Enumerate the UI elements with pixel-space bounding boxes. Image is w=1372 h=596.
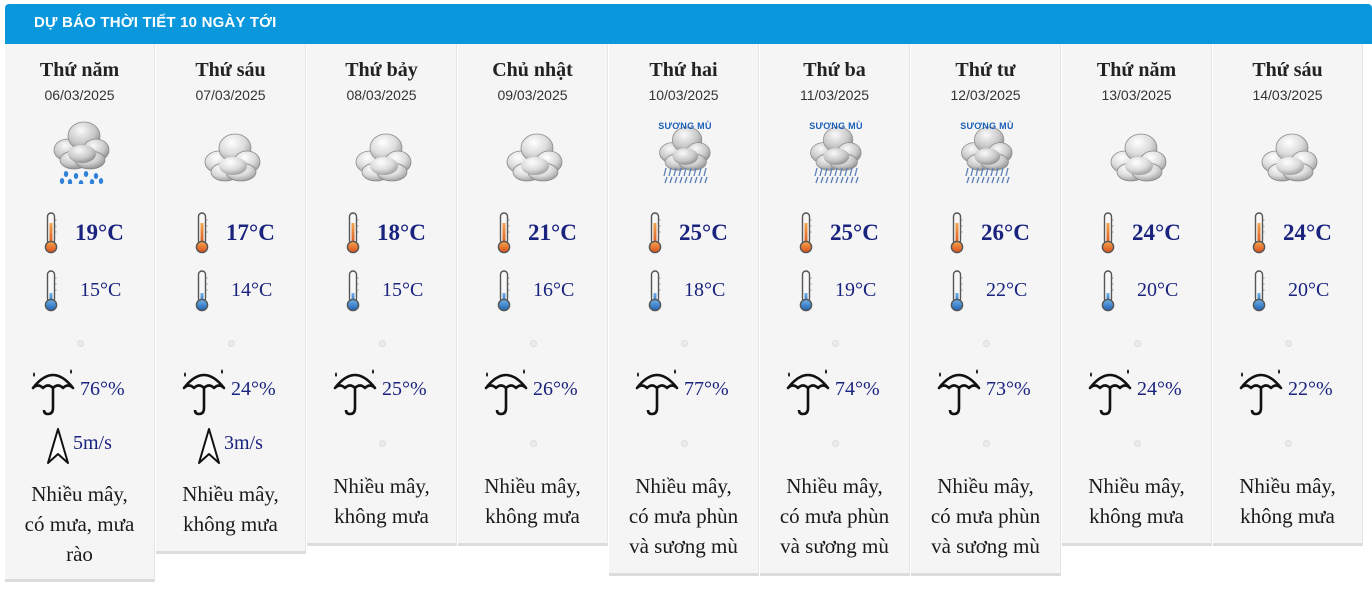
placeholder-dot bbox=[983, 340, 990, 347]
description-line: Nhiều mây, bbox=[484, 474, 581, 498]
day-name: Thứ hai bbox=[649, 59, 718, 81]
description-line: Nhiều mây, bbox=[786, 474, 883, 498]
thermometer-high-icon bbox=[194, 212, 210, 254]
placeholder-dot bbox=[1134, 440, 1141, 447]
description-line: không mưa bbox=[334, 504, 429, 528]
temp-max: 19°C bbox=[75, 220, 124, 245]
placeholder-dot bbox=[1134, 340, 1141, 347]
umbrella-icon bbox=[29, 364, 77, 416]
rain-probability: 26°% bbox=[533, 378, 578, 400]
temp-max: 21°C bbox=[528, 220, 577, 245]
placeholder-dot bbox=[379, 440, 386, 447]
description-line: Nhiều mây, bbox=[333, 474, 430, 498]
day-column bbox=[1062, 44, 1212, 546]
fog-label: SƯƠNG MÙ bbox=[658, 121, 712, 131]
placeholder-dot bbox=[1285, 440, 1292, 447]
thermometer-low-icon bbox=[647, 270, 663, 312]
thermometer-low-icon bbox=[798, 270, 814, 312]
placeholder-dot bbox=[379, 340, 386, 347]
temp-max: 18°C bbox=[377, 220, 426, 245]
day-date: 13/03/2025 bbox=[1101, 87, 1172, 103]
day-column bbox=[609, 44, 759, 576]
day-date: 09/03/2025 bbox=[497, 87, 568, 103]
temp-max: 24°C bbox=[1283, 220, 1332, 245]
placeholder-dot bbox=[228, 340, 235, 347]
description-line: và sương mù bbox=[629, 534, 738, 558]
rain-probability: 22°% bbox=[1288, 378, 1333, 400]
day-name: Thứ ba bbox=[803, 59, 866, 81]
rain-probability: 77°% bbox=[684, 378, 729, 400]
weather-description bbox=[1062, 471, 1211, 531]
thermometer-high-icon bbox=[949, 212, 965, 254]
description-line: và sương mù bbox=[931, 534, 1040, 558]
cloud-icon bbox=[501, 118, 565, 184]
day-date: 10/03/2025 bbox=[648, 87, 719, 103]
forecast-days bbox=[5, 44, 1372, 596]
temp-max: 25°C bbox=[679, 220, 728, 245]
umbrella-icon bbox=[935, 364, 983, 416]
thermometer-high-icon bbox=[496, 212, 512, 254]
weather-description bbox=[5, 479, 154, 569]
temp-max: 25°C bbox=[830, 220, 879, 245]
wind-arrow-icon bbox=[45, 427, 71, 467]
day-name: Thứ bảy bbox=[345, 59, 418, 81]
temp-min: 18°C bbox=[684, 279, 726, 301]
thermometer-low-icon bbox=[43, 270, 59, 312]
cloud-icon bbox=[350, 118, 414, 184]
day-name: Chủ nhật bbox=[492, 59, 573, 81]
day-column bbox=[5, 44, 155, 582]
description-line: không mưa bbox=[1089, 504, 1184, 528]
temp-min: 14°C bbox=[231, 279, 273, 301]
temp-min: 16°C bbox=[533, 279, 575, 301]
cloud-icon bbox=[1256, 118, 1320, 184]
day-column bbox=[156, 44, 306, 554]
thermometer-low-icon bbox=[1100, 270, 1116, 312]
cloud-icon bbox=[1105, 118, 1169, 184]
placeholder-dot bbox=[1285, 340, 1292, 347]
umbrella-icon bbox=[331, 364, 379, 416]
temp-min: 20°C bbox=[1288, 279, 1330, 301]
thermometer-high-icon bbox=[345, 212, 361, 254]
rain-probability: 24°% bbox=[1137, 378, 1182, 400]
rain-probability: 24°% bbox=[231, 378, 276, 400]
thermometer-low-icon bbox=[1251, 270, 1267, 312]
placeholder-dot bbox=[983, 440, 990, 447]
thermometer-high-icon bbox=[1100, 212, 1116, 254]
rain-probability: 73°% bbox=[986, 378, 1031, 400]
cloud-rain-icon bbox=[48, 118, 112, 184]
thermometer-high-icon bbox=[43, 212, 59, 254]
temp-max: 24°C bbox=[1132, 220, 1181, 245]
day-column bbox=[307, 44, 457, 546]
umbrella-icon bbox=[482, 364, 530, 416]
rain-probability: 25°% bbox=[382, 378, 427, 400]
description-line: không mưa bbox=[183, 512, 278, 536]
day-name: Thứ năm bbox=[39, 59, 120, 81]
day-name: Thứ sáu bbox=[1252, 59, 1323, 81]
day-date: 11/03/2025 bbox=[799, 87, 870, 103]
description-line: Nhiều mây, bbox=[1239, 474, 1336, 498]
umbrella-icon bbox=[633, 364, 681, 416]
day-date: 14/03/2025 bbox=[1252, 87, 1323, 103]
fog-label: SƯƠNG MÙ bbox=[960, 121, 1014, 131]
wind-speed: 3m/s bbox=[224, 432, 263, 454]
weather-description bbox=[760, 471, 909, 561]
placeholder-dot bbox=[530, 440, 537, 447]
rain-probability: 74°% bbox=[835, 378, 880, 400]
weather-description bbox=[911, 471, 1060, 561]
placeholder-dot bbox=[832, 340, 839, 347]
description-line: không mưa bbox=[485, 504, 580, 528]
day-column bbox=[458, 44, 608, 546]
thermometer-low-icon bbox=[496, 270, 512, 312]
description-line: có mưa phùn bbox=[779, 504, 890, 528]
thermometer-high-icon bbox=[798, 212, 814, 254]
wind-arrow-icon bbox=[196, 427, 222, 467]
temp-max: 17°C bbox=[226, 220, 275, 245]
day-date: 06/03/2025 bbox=[44, 87, 115, 103]
description-line: và sương mù bbox=[780, 534, 889, 558]
description-line: Nhiều mây, bbox=[1088, 474, 1185, 498]
description-line: Nhiều mây, bbox=[937, 474, 1034, 498]
day-column bbox=[911, 44, 1061, 576]
weather-description bbox=[307, 471, 456, 531]
temp-min: 15°C bbox=[80, 279, 122, 301]
thermometer-high-icon bbox=[647, 212, 663, 254]
day-name: Thứ sáu bbox=[195, 59, 266, 81]
day-date: 12/03/2025 bbox=[950, 87, 1021, 103]
thermometer-low-icon bbox=[949, 270, 965, 312]
description-line: có mưa, mưa bbox=[24, 512, 135, 536]
weather-description bbox=[458, 471, 607, 531]
weather-description bbox=[1213, 471, 1362, 531]
day-date: 08/03/2025 bbox=[346, 87, 417, 103]
description-line: rào bbox=[66, 542, 93, 566]
placeholder-dot bbox=[681, 340, 688, 347]
description-line: không mưa bbox=[1240, 504, 1335, 528]
description-line: Nhiều mây, bbox=[635, 474, 732, 498]
forecast-title: DỰ BÁO THỜI TIẾT 10 NGÀY TỚI bbox=[34, 14, 277, 31]
umbrella-icon bbox=[180, 364, 228, 416]
day-column bbox=[760, 44, 910, 576]
weather-description bbox=[156, 479, 305, 539]
wind-speed: 5m/s bbox=[73, 432, 112, 454]
temp-min: 20°C bbox=[1137, 279, 1179, 301]
umbrella-icon bbox=[1237, 364, 1285, 416]
day-name: Thứ tư bbox=[955, 59, 1016, 81]
rain-probability: 76°% bbox=[80, 378, 125, 400]
placeholder-dot bbox=[530, 340, 537, 347]
description-line: Nhiều mây, bbox=[182, 482, 279, 506]
fog-label: SƯƠNG MÙ bbox=[809, 121, 863, 131]
temp-min: 22°C bbox=[986, 279, 1028, 301]
forecast-header bbox=[5, 4, 1372, 44]
thermometer-low-icon bbox=[194, 270, 210, 312]
description-line: Nhiều mây, bbox=[31, 482, 128, 506]
placeholder-dot bbox=[681, 440, 688, 447]
thermometer-low-icon bbox=[345, 270, 361, 312]
temp-min: 19°C bbox=[835, 279, 877, 301]
placeholder-dot bbox=[77, 340, 84, 347]
thermometer-high-icon bbox=[1251, 212, 1267, 254]
temp-max: 26°C bbox=[981, 220, 1030, 245]
day-name: Thứ năm bbox=[1096, 59, 1177, 81]
placeholder-dot bbox=[832, 440, 839, 447]
temp-min: 15°C bbox=[382, 279, 424, 301]
umbrella-icon bbox=[784, 364, 832, 416]
description-line: có mưa phùn bbox=[628, 504, 739, 528]
day-column bbox=[1213, 44, 1363, 546]
description-line: có mưa phùn bbox=[930, 504, 1041, 528]
umbrella-icon bbox=[1086, 364, 1134, 416]
weather-description bbox=[609, 471, 758, 561]
cloud-icon bbox=[199, 118, 263, 184]
day-date: 07/03/2025 bbox=[195, 87, 266, 103]
